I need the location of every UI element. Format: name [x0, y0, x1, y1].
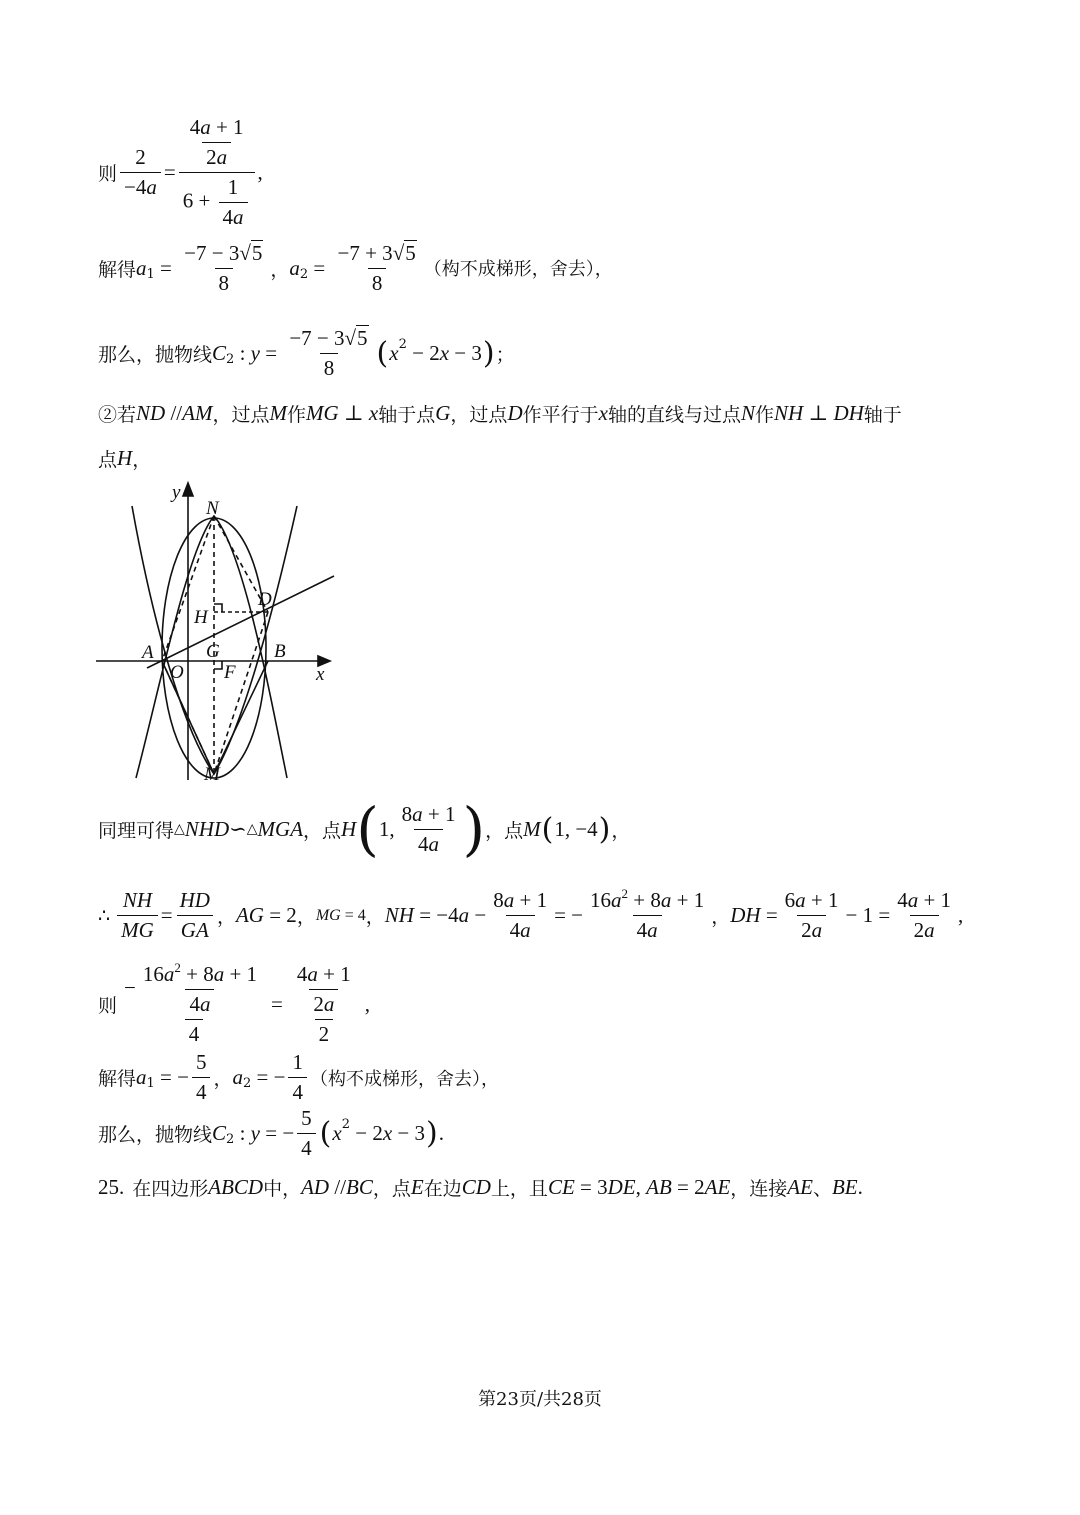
text: ，点 [485, 819, 524, 842]
label-m: M [204, 764, 220, 785]
solution-line-1: 解得 a 1 = −7 − 3√ 5 8 ， a 2 = −7 + 3√ 5 8 （构不成梯形，舍去）， [98, 241, 613, 295]
text-jiede: 解得 [98, 258, 137, 281]
text: 作 [286, 404, 306, 426]
question-number: 25. [98, 1175, 125, 1199]
segment-dm [214, 612, 268, 774]
fraction: $\frac{4a + 1}{2a}$ [897, 888, 952, 942]
text: 上，且 [490, 1178, 548, 1200]
text: 作平行于 [522, 404, 599, 426]
fraction: $\frac{5}{4}$ [297, 1106, 316, 1161]
text-case2: ②若 [98, 404, 137, 426]
text-discard: （构不成梯形，舍去）， [309, 1068, 499, 1090]
text: 轴于点 [378, 404, 436, 426]
fraction: $\frac{5}{4}$ [192, 1050, 211, 1105]
label-o: O [170, 662, 184, 683]
fraction: $\frac{HD}{GA}$ [176, 888, 214, 943]
text: ，点 [303, 819, 342, 842]
text-parabola: 那么，抛物线 [98, 343, 213, 366]
text-ze: 则 [98, 163, 118, 185]
text: 点 [98, 449, 118, 471]
question-25: 25. 在四边形 ABCD 中， AD // BC ，点 E 在边 CD 上，且 CE = 3 DE , AB = 2 AE ，连接 AE 、 BE . [98, 1175, 863, 1200]
label-g: G [206, 641, 220, 662]
label-n: N [206, 498, 219, 519]
fraction: $\frac{1}{4}$ [288, 1050, 307, 1105]
solution-line-2: 解得 a 1 = − $\frac{5}{4}$ ， a 2 = − $\frac{1}{4}$ （构不成梯形，舍去）， [98, 1050, 499, 1104]
page-footer: 第23页/共28页 [478, 1389, 602, 1410]
case2-line: ②若 ND // AM ，过点 M 作 MG ⊥ x 轴于点 G ，过点 D 作平行于 x 轴的直线与过点 N 作 NH ⊥ DH 轴于 [98, 401, 902, 426]
compound-fraction: − $\frac{16a^2 + 8a + 1}{4a}$ 4 [124, 960, 258, 1046]
text: 、 [812, 1178, 832, 1200]
fraction: $\frac{2}{-4a}$ [120, 145, 161, 200]
parabola-line-2: 那么，抛物线 C 2 : y = − $\frac{5}{4}$ ( x 2 − 2 x − 3 ) . [98, 1106, 444, 1160]
compound-fraction: $\frac{4a + 1}{2a}$ 6 + $\frac{1}{4a}$ [179, 115, 255, 230]
fraction: $\frac{8a + 1}{4a}$ [493, 888, 548, 942]
text: 轴于 [863, 404, 902, 426]
fraction: $\frac{6a + 1}{2a}$ [784, 888, 839, 942]
right-angle-g [214, 661, 222, 669]
text-tongli: 同理可得 [98, 819, 175, 842]
y-axis-arrow [183, 483, 193, 496]
fraction: −7 − 3√ 5 8 [289, 326, 368, 380]
label-a: A [142, 642, 154, 663]
text-jiede: 解得 [98, 1068, 137, 1090]
label-d: D [258, 589, 272, 610]
equation-ratio-1: 则 $\frac{2}{-4a}$ = $\frac{4a + 1}{2a}$ 6 + $\frac{1}{4a}$ , [98, 115, 263, 229]
text: 在边 [423, 1178, 462, 1200]
ratio-line: ∴ $\frac{NH}{MG}$ = $\frac{HD}{GA}$ ， AG = 2 ， MG = 4 ， NH = −4 a − $\frac{8a + 1}{4a}$ = − $\frac{16a^2 + 8a + 1}{4a}$ ， DH = $\frac{6a + 1}{2a}$ − 1 = $\frac{4a + 1}{2a}$ , [98, 886, 964, 942]
compound-fraction: $\frac{\frac{4a + 1}{2a}}{2}$ [296, 962, 351, 1046]
text: 中， [263, 1178, 302, 1200]
text: ，过点 [212, 404, 270, 426]
text: ，过点 [450, 404, 508, 426]
equation-ratio-2: 则 − $\frac{16a^2 + 8a + 1}{4a}$ 4 = $\frac{\frac{4a + 1}{2a}}{2}$ , [98, 960, 370, 1046]
fraction: $\frac{8a + 1}{4a}$ [401, 801, 456, 856]
label-h: H [194, 607, 208, 628]
case2-line-2: 点 H ， [98, 446, 152, 471]
label-x: x [316, 664, 325, 685]
text-ze: 则 [98, 995, 118, 1017]
similar-triangles-line: 同理可得 △ NHD ∽ △ MGA ，点 H ( 1, $\frac{8a + 1}{4a}$ ) ，点 M ( 1, −4 ) ， [98, 795, 631, 863]
fraction: $\frac{16a^2 + 8a + 1}{4a}$ [590, 886, 705, 942]
fraction: $\frac{NH}{MG}$ [117, 888, 158, 943]
text-therefore: ∴ [98, 904, 111, 927]
label-b: B [274, 641, 286, 662]
parabola-line-1: 那么，抛物线 C 2 : y = −7 − 3√ 5 8 ( x 2 − 2 x − 3 ) ； [98, 326, 515, 380]
text-parabola: 那么，抛物线 [98, 1124, 213, 1146]
segment-bm [214, 661, 268, 774]
fraction: −7 + 3√ 5 8 [337, 241, 416, 295]
label-y: y [172, 482, 181, 503]
text: 在四边形 [132, 1178, 209, 1200]
geometry-figure [92, 478, 342, 788]
right-angle-h [214, 604, 222, 612]
text: 作 [754, 404, 774, 426]
text: 轴的直线与过点 [607, 404, 741, 426]
text: ，连接 [730, 1178, 788, 1200]
fraction: −7 − 3√ 5 8 [184, 241, 263, 295]
text-discard: （构不成梯形，舍去）， [423, 259, 613, 280]
text: ，点 [372, 1178, 411, 1200]
label-f: F [224, 662, 236, 683]
